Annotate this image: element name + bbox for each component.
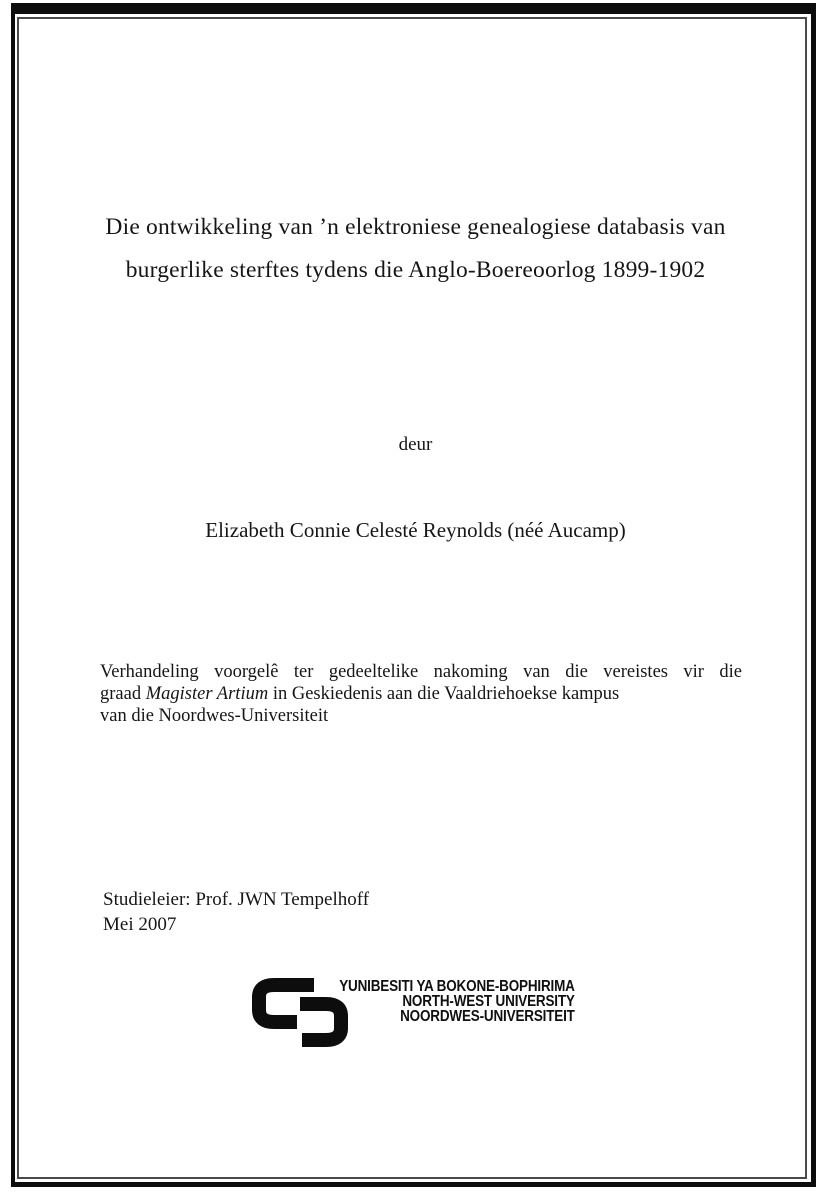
byline-label: deur	[398, 434, 433, 455]
thesis-statement-line1: Verhandeling voorgelê ter gedeeltelike nakoming van die vereistes vir die	[100, 662, 742, 682]
nwu-chain-links-icon	[252, 977, 348, 1049]
supervisor-line: Studieleier: Prof. JWN Tempelhoff	[103, 889, 370, 910]
supervisor-block	[103, 887, 369, 937]
nwu-name-setswana: YUNIBESITI YA BOKONE-BOPHIRIMA	[339, 978, 575, 995]
thesis-statement-line3: van die Noordwes-Universiteit	[100, 706, 329, 726]
nwu-name-english: NORTH-WEST UNIVERSITY	[402, 993, 575, 1010]
thesis-title	[0, 206, 831, 292]
statement-line2-pre: graad	[100, 684, 146, 704]
thesis-title-line2: burgerlike sterftes tydens die Anglo-Boereoorlog 1899-1902	[125, 257, 706, 283]
statement-line2-post: in Geskiedenis aan die Vaaldriehoekse kampus	[268, 684, 620, 704]
page-border-outer	[11, 3, 816, 1187]
thesis-statement	[100, 661, 742, 727]
degree-name-italic: Magister Artium	[145, 684, 269, 704]
thesis-statement-line2	[100, 683, 742, 705]
date-line: Mei 2007	[103, 914, 177, 935]
thesis-title-line1: Die ontwikkeling van ’n elektroniese genealogiese databasis van	[105, 214, 726, 240]
nwu-logo-wordmark	[339, 979, 575, 1024]
author-name: Elizabeth Connie Celesté Reynolds (néé Aucamp)	[205, 518, 626, 542]
page-border-inner	[17, 17, 807, 1179]
nwu-name-afrikaans: NOORDWES-UNIVERSITEIT	[400, 1008, 575, 1025]
